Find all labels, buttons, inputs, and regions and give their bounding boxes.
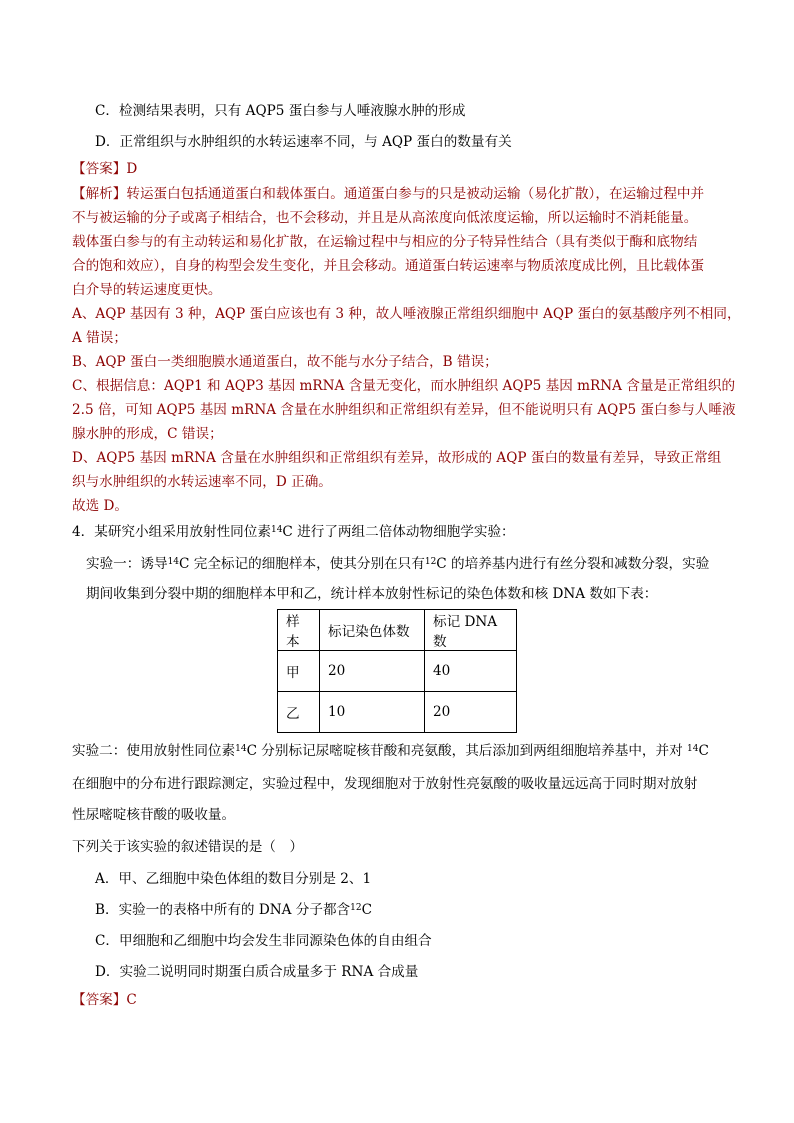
table-row: [278, 651, 517, 692]
q4-option-d: D．实验二说明同时期蛋白质合成量多于 RNA 合成量: [95, 964, 419, 980]
q4-stem-text-b: C 进行了两组二倍体动物细胞学实验：: [282, 524, 515, 540]
q3-analysis-line-6: A、AQP 基因有 3 种，AQP 蛋白应该也有 3 种，故人唾液腺正常组织细胞中 AQP 蛋白的氨基酸序列不相同，: [72, 306, 741, 322]
option-b-text-b: C: [361, 902, 373, 918]
q3-analysis-line-2: 不与被运输的分子或离子相结合，也不会移动，并且是从高浓度向低浓度运输，所以运输时不消耗能量。: [72, 210, 698, 226]
q4-exp1-line-1: [86, 555, 709, 573]
q3-analysis-line-9: C、根据信息：AQP1 和 AQP3 基因 mRNA 含量无变化，而水肿组织 AQP5 基因 mRNA 含量是正常组织的: [72, 378, 736, 394]
q4-exp2-line-1: [72, 742, 709, 760]
superscript-12: 12: [350, 903, 362, 913]
q4-exp1-line-2: 期间收集到分裂中期的细胞样本甲和乙，统计样本放射性标记的染色体数和核 DNA 数如下表：: [86, 586, 658, 602]
table-header-cell: 样本: [278, 610, 320, 651]
table-cell: 乙: [278, 692, 320, 733]
superscript-14: 14: [270, 525, 283, 535]
exp1-text-b: C 完全标记的细胞样本，使其分别在只有: [179, 556, 425, 572]
q3-analysis-line-13: 织与水肿组织的水转运速率不同，D 正确。: [72, 474, 332, 490]
answer-value: C: [126, 992, 137, 1008]
table-row: [278, 692, 517, 733]
q4-exp2-line-3: 性尿嘧啶核苷酸的吸收量。: [72, 807, 236, 823]
table-cell: 40: [425, 651, 517, 692]
superscript-14: 14: [687, 744, 699, 754]
exp1-text-c: C 的培养基内进行有丝分裂和减数分裂，实验: [436, 556, 710, 572]
q3-analysis-line-8: B、AQP 蛋白一类细胞膜水通道蛋白，故不能与水分子结合，B 错误；: [72, 354, 498, 370]
q3-analysis-line-3: 载体蛋白参与的有主动转运和易化扩散，在运输过程中与相应的分子特异性结合（具有类似于酶和底物结: [72, 234, 698, 250]
table-header-cell: 标记 DNA 数: [425, 610, 517, 651]
table-cell: 20: [320, 651, 425, 692]
q3-analysis-line-1: [72, 185, 704, 203]
q4-option-a: A．甲、乙细胞中染色体组的数目分别是 2、1: [95, 871, 372, 887]
q3-answer: [72, 160, 137, 178]
exp2-text-b: C 分别标记尿嘧啶核苷酸和亮氨酸，其后添加到两组细胞培养基中，并对: [246, 743, 683, 759]
q4-stem: [72, 523, 515, 541]
q4-option-b: [95, 901, 372, 919]
exp2-c-letter: C: [698, 743, 709, 759]
table-header-cell: 标记染色体数: [320, 610, 425, 651]
sample-table: [277, 609, 517, 733]
q3-analysis-line-10: 2.5 倍，可知 AQP5 基因 mRNA 含量在水肿组织和正常组织有差异，但不能说明只有 AQP5 蛋白参与人唾液: [72, 402, 736, 418]
q3-option-d: D．正常组织与水肿组织的水转运速率不同，与 AQP 蛋白的数量有关: [95, 134, 512, 150]
exp1-text-a: 实验一：诱导: [86, 556, 168, 572]
q3-option-c: C．检测结果表明，只有 AQP5 蛋白参与人唾液腺水肿的形成: [95, 103, 466, 119]
superscript-14: 14: [167, 557, 180, 567]
analysis-tag: 【解析】: [72, 186, 127, 202]
q3-analysis-line-7: A 错误；: [72, 330, 127, 346]
q3-analysis-line-12: D、AQP5 基因 mRNA 含量在水肿组织和正常组织有差异，故形成的 AQP 蛋白的数量有差异，导致正常组: [72, 450, 722, 466]
q4-option-c: C．甲细胞和乙细胞中均会发生非同源染色体的自由组合: [95, 933, 432, 949]
q3-analysis-line-14: 故选 D。: [72, 498, 129, 514]
superscript-14: 14: [235, 744, 247, 754]
q4-stem-text-a: 4．某研究小组采用放射性同位素: [72, 524, 271, 540]
superscript-12: 12: [424, 557, 437, 567]
answer-value: D: [126, 161, 138, 177]
q4-answer: [72, 991, 137, 1009]
q4-exp2-line-2: 在细胞中的分布进行跟踪测定，实验过程中，发现细胞对于放射性亮氨酸的吸收量远远高于同时期对放射: [72, 776, 698, 792]
table-cell: 10: [320, 692, 425, 733]
option-b-text-a: B．实验一的表格中所有的 DNA 分子都含: [95, 902, 351, 918]
table-cell: 20: [425, 692, 517, 733]
exp2-text-a: 实验二：使用放射性同位素: [72, 743, 236, 759]
q3-analysis-line-5: 白介导的转运速度更快。: [72, 282, 222, 298]
table-cell: 甲: [278, 651, 320, 692]
q3-analysis-line-4: 合的饱和效应），自身的构型会发生变化，并且会移动。通道蛋白转运速率与物质浓度成比例，且比载体蛋: [72, 258, 705, 274]
q3-analysis-line-11: 腺水肿的形成，C 错误；: [72, 426, 223, 442]
answer-tag: 【答案】: [72, 161, 127, 177]
q4-question: 下列关于该实验的叙述错误的是（ ）: [72, 839, 304, 855]
table-header-row: [278, 610, 517, 651]
analysis-text: 转运蛋白包括通道蛋白和载体蛋白。通道蛋白参与的只是被动运输（易化扩散），在运输过程中并: [126, 186, 705, 202]
answer-tag: 【答案】: [72, 992, 127, 1008]
